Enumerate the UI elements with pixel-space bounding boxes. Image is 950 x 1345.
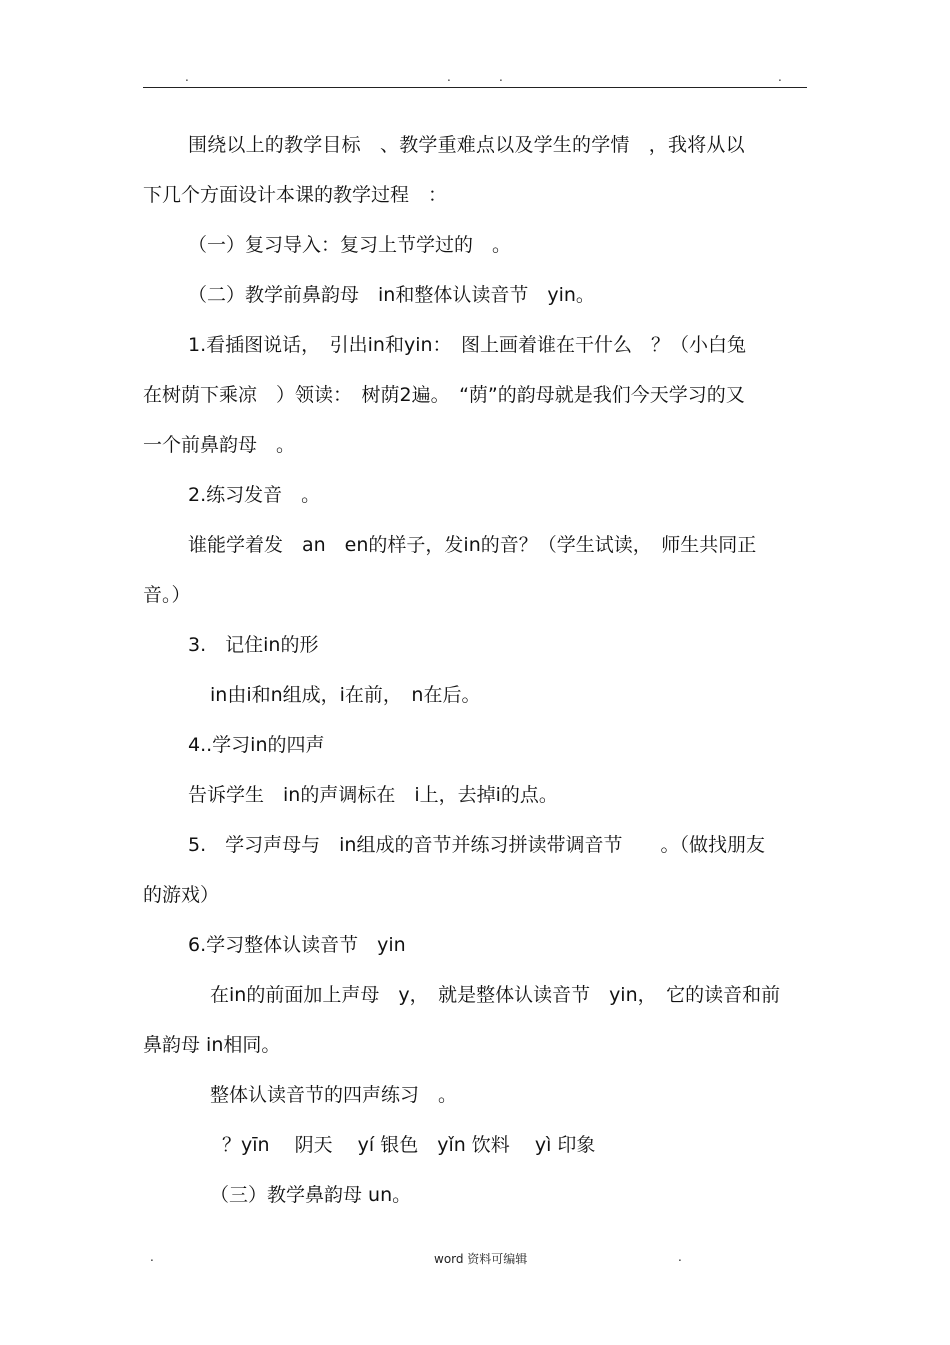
paragraph-line: 鼻韵母 in相同。 — [143, 1034, 281, 1056]
header-dot: . — [185, 70, 189, 84]
paragraph-line: 下几个方面设计本课的教学过程 ： — [143, 184, 448, 206]
paragraph-line: 音。） — [143, 584, 191, 606]
header-dot: . — [778, 70, 782, 84]
step-heading: 2.练习发音 。 — [188, 484, 321, 506]
paragraph-line: 整体认读音节的四声练习 。 — [210, 1084, 458, 1106]
paragraph-line: in由i和n组成，i在前， n在后。 — [210, 684, 481, 706]
footer-dot: . — [150, 1250, 154, 1264]
header-rule — [143, 87, 807, 88]
pinyin-practice-line: ？yīn 阴天 yí 银色 yǐn 饮料 yì 印象 — [222, 1134, 596, 1156]
paragraph-line: 一个前鼻韵母 。 — [143, 434, 296, 456]
header-dot: . — [447, 70, 451, 84]
paragraph-line: 告诉学生 in的声调标在 i上，去掉i的点。 — [188, 784, 558, 806]
paragraph-line: 1.看插图说话， 引出in和yin： 图上画着谁在干什么 ？（小白兔 — [188, 334, 747, 356]
section-heading: （一）复习导入：复习上节学过的 。 — [188, 234, 512, 256]
paragraph-line: 围绕以上的教学目标 、教学重难点以及学生的学情 ，我将从以 — [188, 134, 745, 156]
footer-dot: . — [678, 1250, 682, 1264]
paragraph-line: 谁能学着发 an en的样子，发in的音？（学生试读， 师生共同正 — [188, 534, 757, 556]
paragraph-line: 在树荫下乘凉 ）领读： 树荫2遍。 “荫”的韵母就是我们今天学习的又 — [143, 384, 745, 406]
step-heading: 6.学习整体认读音节 yin — [188, 934, 406, 956]
header-dot: . — [499, 70, 503, 84]
step-heading: 5. 学习声母与 in组成的音节并练习拼读带调音节 。（做找朋友 — [188, 834, 765, 856]
paragraph-line: 在in的前面加上声母 y， 就是整体认读音节 yin， 它的读音和前 — [210, 984, 781, 1006]
section-heading: （二）教学前鼻韵母 in和整体认读音节 yin。 — [188, 284, 595, 306]
step-heading: 3. 记住in的形 — [188, 634, 319, 656]
footer-text: word 资料可编辑 — [434, 1252, 528, 1266]
step-heading: 4..学习in的四声 — [188, 734, 325, 756]
paragraph-line: 的游戏） — [143, 884, 220, 906]
section-heading: （三）教学鼻韵母 un。 — [210, 1184, 412, 1206]
